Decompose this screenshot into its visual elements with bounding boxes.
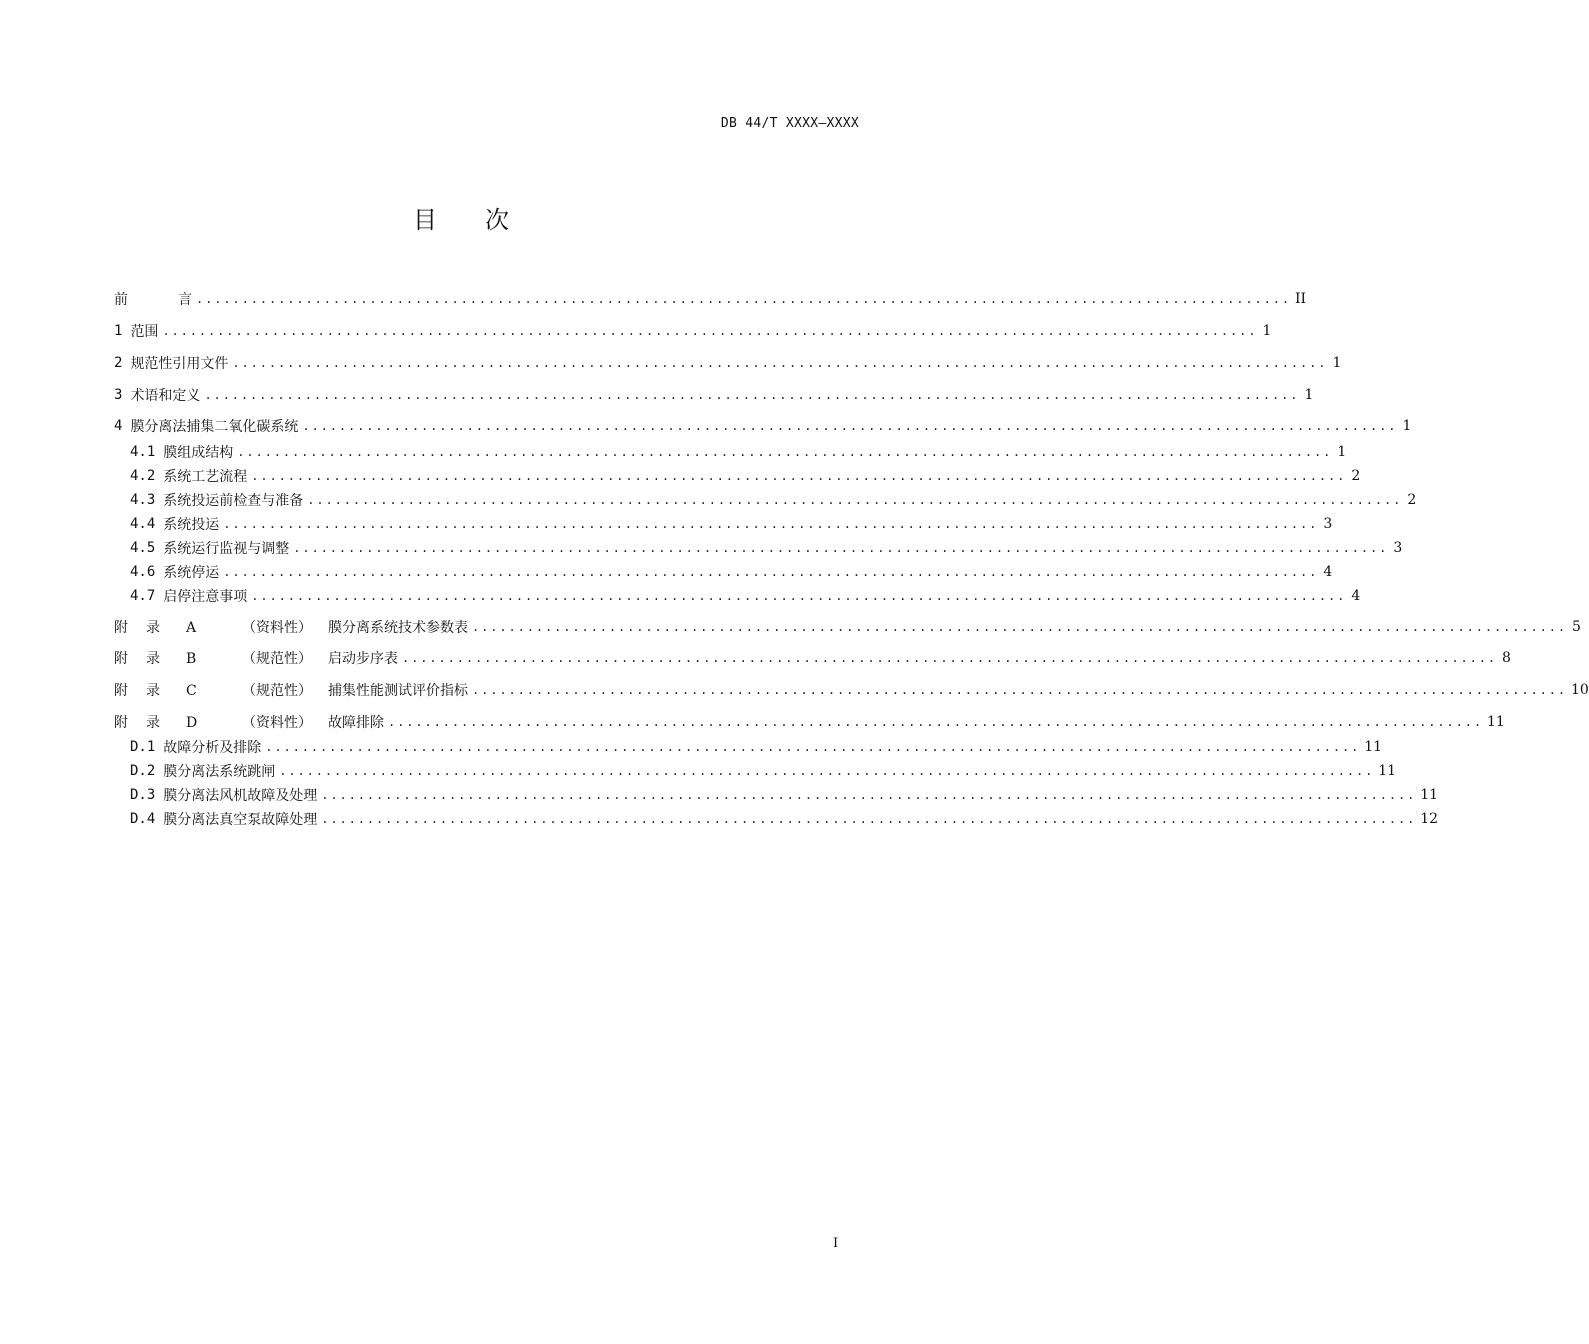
leader-dots: ........................................................................................................................ <box>321 812 1417 826</box>
toc-page-number: 12 <box>1420 811 1439 827</box>
toc-number: 4.7 <box>130 588 156 604</box>
toc-entry-appendix-item[interactable] <box>130 761 1397 781</box>
toc-label: 膜分离法捕集二氧化碳系统 <box>130 419 299 435</box>
toc-page-number: 5 <box>1572 619 1581 635</box>
leader-dots: ........................................................................................................................ <box>223 517 1319 531</box>
toc-label: 系统运行监视与调整 <box>163 541 290 557</box>
toc-page-number: 1 <box>1402 418 1412 434</box>
document-code: DB 44/T XXXX—XXXX <box>720 116 859 131</box>
toc-label: 系统投运 <box>163 517 220 533</box>
toc-entry-appendix[interactable] <box>114 712 1505 732</box>
toc-entry-section[interactable] <box>114 385 1314 405</box>
toc-page-number: 1 <box>1304 387 1314 403</box>
toc-number: 4.1 <box>130 444 156 460</box>
leader-dots: ........................................................................................................................ <box>265 740 1361 754</box>
toc-label: 膜分离法系统跳闸 <box>163 764 276 780</box>
toc-label: 膜组成结构 <box>163 445 234 461</box>
toc-entry-subsection[interactable] <box>130 514 1333 534</box>
toc-page-number: 3 <box>1323 516 1333 532</box>
toc-entry-section[interactable] <box>114 416 1412 436</box>
toc-number: 4.6 <box>130 564 156 580</box>
toc-entry-subsection[interactable] <box>130 466 1361 486</box>
toc-entry-foreword[interactable] <box>114 289 1307 309</box>
toc-label: 膜分离法风机故障及处理 <box>163 788 318 804</box>
toc-label: 前 言 <box>114 292 192 308</box>
leader-dots: ........................................................................................................................ <box>237 445 1333 459</box>
toc-label: 故障分析及排除 <box>163 740 262 756</box>
toc-label: 术语和定义 <box>130 388 201 404</box>
toc-entry-subsection[interactable] <box>130 562 1333 582</box>
toc-entry-appendix-item[interactable] <box>130 737 1383 757</box>
leader-dots: ........................................................................................................................ <box>388 715 1483 729</box>
toc-page-number: 10 <box>1570 682 1589 698</box>
toc-page-number: 2 <box>1407 492 1417 508</box>
toc-number: 4 <box>114 418 123 434</box>
page-title: 目次 <box>413 206 557 234</box>
leader-dots: ........................................................................................................................ <box>402 651 1497 665</box>
leader-dots: ........................................................................................................................ <box>223 565 1319 579</box>
leader-dots: ........................................................................................................................ <box>279 764 1375 778</box>
toc-page-number: 11 <box>1420 787 1439 803</box>
toc-number: 1 <box>114 323 123 339</box>
leader-dots: ........................................................................................................................ <box>321 788 1417 802</box>
toc-entry-section[interactable] <box>114 321 1272 341</box>
toc-number: 4.4 <box>130 516 156 532</box>
toc-entry-section[interactable] <box>114 353 1342 373</box>
leader-dots: ........................................................................................................................ <box>472 620 1567 634</box>
page-number: I <box>833 1236 839 1251</box>
toc-page-number: 1 <box>1332 355 1342 371</box>
leader-dots: ........................................................................................................................ <box>251 469 1347 483</box>
leader-dots: ........................................................................................................................ <box>472 683 1567 697</box>
toc-label: 附 录 D （资料性） 故障排除 <box>114 715 384 731</box>
toc-entry-subsection[interactable] <box>130 490 1417 510</box>
toc-label: 附 录 B （规范性） 启动步序表 <box>114 651 398 667</box>
toc-page-number: 11 <box>1378 763 1397 779</box>
toc-page-number: 1 <box>1337 444 1347 460</box>
toc-label: 范围 <box>130 324 159 340</box>
leader-dots: ........................................................................................................................ <box>307 493 1403 507</box>
toc-entry-subsection[interactable] <box>130 538 1403 558</box>
toc-label: 膜分离法真空泵故障处理 <box>163 812 318 828</box>
toc-page-number: 1 <box>1262 323 1272 339</box>
toc-label: 启停注意事项 <box>163 589 248 605</box>
toc-page-number: 8 <box>1502 650 1511 666</box>
toc-entry-appendix[interactable] <box>114 648 1511 668</box>
toc-label: 系统投运前检查与准备 <box>163 493 304 509</box>
toc-number: D.2 <box>130 763 156 779</box>
toc-page-number: II <box>1294 291 1307 307</box>
leader-dots: ........................................................................................................................ <box>162 324 1258 338</box>
toc-entry-appendix[interactable] <box>114 617 1581 637</box>
leader-dots: ........................................................................................................................ <box>251 589 1347 603</box>
toc-label: 系统工艺流程 <box>163 469 248 485</box>
toc-entry-appendix-item[interactable] <box>130 785 1439 805</box>
leader-dots: ........................................................................................................................ <box>196 292 1291 306</box>
toc-label: 附 录 A （资料性） 膜分离系统技术参数表 <box>114 620 468 636</box>
toc-number: D.1 <box>130 739 156 755</box>
toc-label: 附 录 C （规范性） 捕集性能测试评价指标 <box>114 683 468 699</box>
toc-number: 4.3 <box>130 492 156 508</box>
toc-number: 4.2 <box>130 468 156 484</box>
toc-number: D.3 <box>130 787 156 803</box>
leader-dots: ........................................................................................................................ <box>293 541 1389 555</box>
toc-label: 规范性引用文件 <box>130 356 229 372</box>
toc-page-number: 11 <box>1486 714 1505 730</box>
toc-number: 2 <box>114 355 123 371</box>
toc-page-number: 4 <box>1351 588 1361 604</box>
toc-entry-subsection[interactable] <box>130 586 1361 606</box>
toc-page-number: 3 <box>1393 540 1403 556</box>
toc-number: 3 <box>114 387 123 403</box>
toc-page-number: 4 <box>1323 564 1333 580</box>
toc-label: 系统停运 <box>163 565 220 581</box>
toc-entry-appendix-item[interactable] <box>130 809 1439 829</box>
toc-entry-appendix[interactable] <box>114 680 1589 700</box>
toc-number: D.4 <box>130 811 156 827</box>
toc-number: 4.5 <box>130 540 156 556</box>
leader-dots: ........................................................................................................................ <box>302 419 1398 433</box>
toc-entry-subsection[interactable] <box>130 442 1347 462</box>
leader-dots: ........................................................................................................................ <box>204 388 1300 402</box>
toc-page-number: 11 <box>1364 739 1383 755</box>
leader-dots: ........................................................................................................................ <box>232 356 1328 370</box>
toc-page-number: 2 <box>1351 468 1361 484</box>
